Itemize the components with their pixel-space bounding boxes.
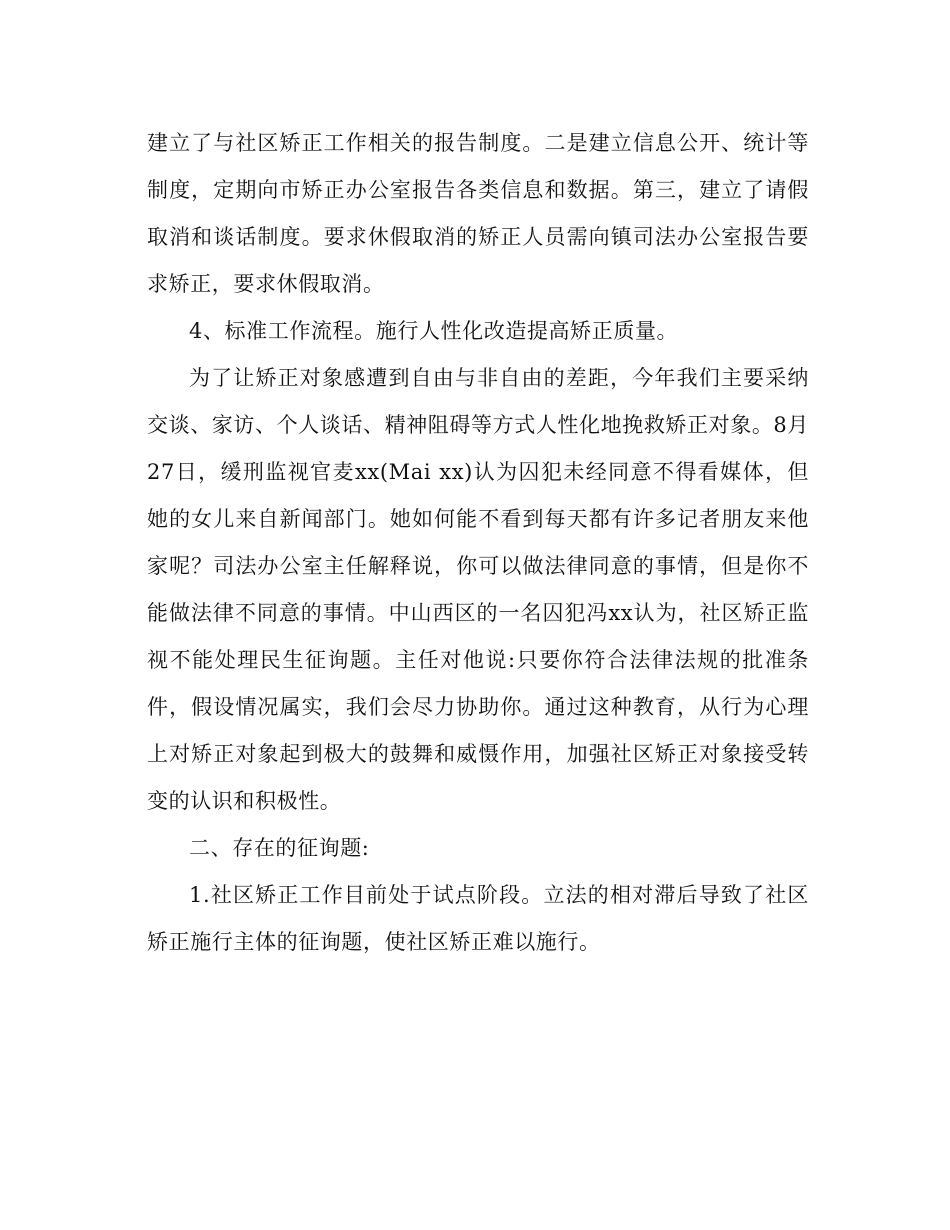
section-heading-problems: 二、存在的征询题: (189, 836, 370, 860)
paragraph-standard-workflow: 4、标准工作流程。施行人性化改造提高矫正质量。 (189, 319, 679, 343)
paragraph-reporting-system: 建立了与社区矫正工作相关的报告制度。二是建立信息公开、统计等制度，定期向市矫正办公室报告各类信息和数据。第三，建立了请假取消和谈话制度。要求休假取消的矫正人员需向镇司法办公室报告要求矫正，要求休假取消。 (147, 131, 809, 296)
document-body (147, 120, 809, 966)
paragraph-pilot-stage: 1.社区矫正工作目前处于试点阶段。立法的相对滞后导致了社区矫正施行主体的征询题，使社区矫正难以施行。 (147, 883, 809, 954)
paragraph-humanized-correction: 为了让矫正对象感遭到自由与非自由的差距，今年我们主要采纳交谈、家访、个人谈话、精神阻碍等方式人性化地挽救矫正对象。8月27日，缓刑监视官麦xx(Mai xx)认为囚犯未经同意不得看媒体，但她的女儿来自新闻部门。她如何能不看到每天都有许多记者朋友来他家呢？司法办公室主任解释说，你可以做法律同意的事情，但是你不能做法律不同意的事情。中山西区的一名囚犯冯xx认为，社区矫正监视不能处理民生征询题。主任对他说:只要你符合法律法规的批准条件，假设情况属实，我们会尽力协助你。通过这种教育，从行为心理上对矫正对象起到极大的鼓舞和威慑作用，加强社区矫正对象接受转变的认识和积极性。 (147, 366, 809, 813)
